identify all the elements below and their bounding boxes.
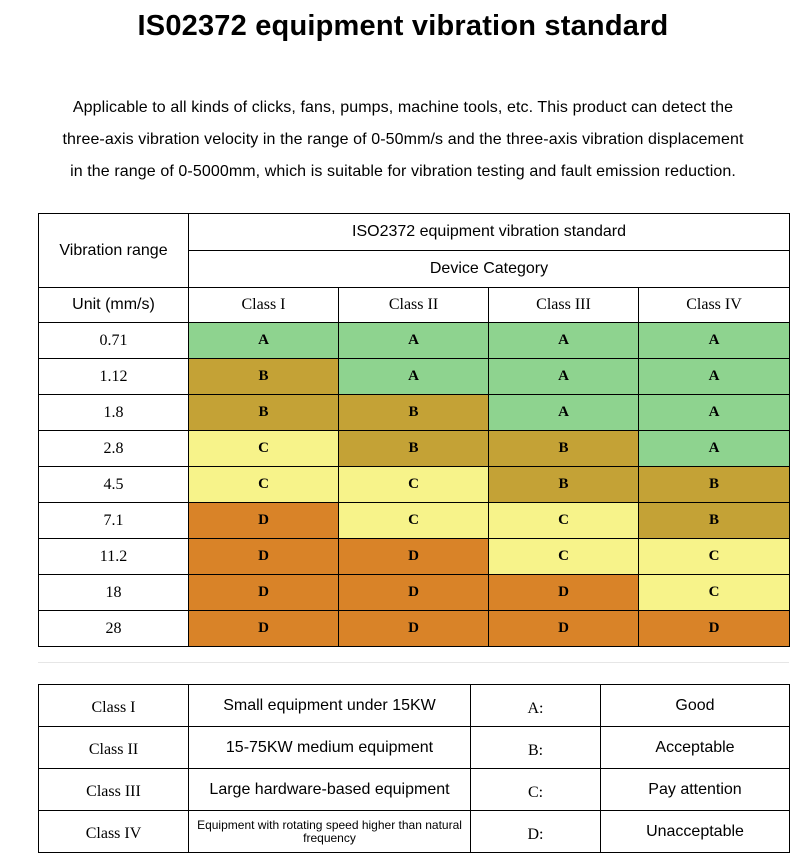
grade-cell: A <box>639 395 790 431</box>
legend-description: Equipment with rotating speed higher than natural frequency <box>189 811 471 853</box>
grade-cell: C <box>639 539 790 575</box>
vibration-value: 1.12 <box>39 359 189 395</box>
grade-cell: C <box>489 539 639 575</box>
legend-grade: B: <box>471 727 601 769</box>
grade-cell: D <box>639 611 790 647</box>
legend-grade: A: <box>471 685 601 727</box>
grade-cell: C <box>189 467 339 503</box>
legend-meaning: Acceptable <box>601 727 790 769</box>
grade-cell: D <box>339 611 489 647</box>
grade-cell: A <box>489 359 639 395</box>
vibration-value: 11.2 <box>39 539 189 575</box>
grade-cell: D <box>339 575 489 611</box>
grade-cell: C <box>489 503 639 539</box>
standard-header: ISO2372 equipment vibration standard <box>189 214 790 251</box>
vibration-standard-table <box>38 213 790 647</box>
description-line: in the range of 0-5000mm, which is suitable for vibration testing and fault emission reduction. <box>70 163 736 180</box>
grade-cell: D <box>189 503 339 539</box>
grade-row <box>39 431 790 467</box>
grade-row <box>39 575 790 611</box>
description <box>0 92 806 188</box>
legend-meaning: Pay attention <box>601 769 790 811</box>
grade-cell: A <box>639 359 790 395</box>
legend-description: Large hardware-based equipment <box>189 769 471 811</box>
grade-row <box>39 323 790 359</box>
device-category-header: Device Category <box>189 251 790 288</box>
description-line: three-axis vibration velocity in the range of 0-50mm/s and the three-axis vibration displacement <box>62 131 744 148</box>
vibration-value: 2.8 <box>39 431 189 467</box>
class-header: Class II <box>339 288 489 323</box>
grade-cell: C <box>639 575 790 611</box>
grade-cell: C <box>339 503 489 539</box>
grade-cell: B <box>489 431 639 467</box>
grade-row <box>39 611 790 647</box>
grade-rows <box>39 323 790 647</box>
grade-cell: C <box>339 467 489 503</box>
grade-row <box>39 395 790 431</box>
legend-description: Small equipment under 15KW <box>189 685 471 727</box>
grade-cell: B <box>639 503 790 539</box>
grade-cell: A <box>489 395 639 431</box>
legend-meaning: Good <box>601 685 790 727</box>
page-title: IS02372 equipment vibration standard <box>137 10 669 42</box>
grade-cell: A <box>339 359 489 395</box>
grade-row <box>39 359 790 395</box>
grade-cell: C <box>189 431 339 467</box>
legend-class: Class IV <box>39 811 189 853</box>
vibration-value: 0.71 <box>39 323 189 359</box>
grade-cell: B <box>339 395 489 431</box>
legend-meaning: Unacceptable <box>601 811 790 853</box>
grade-cell: D <box>489 575 639 611</box>
grade-row <box>39 467 790 503</box>
legend-class: Class III <box>39 769 189 811</box>
vibration-value: 28 <box>39 611 189 647</box>
grade-cell: B <box>339 431 489 467</box>
grade-cell: B <box>189 359 339 395</box>
vibration-value: 4.5 <box>39 467 189 503</box>
legend-grade: C: <box>471 769 601 811</box>
class-header: Class III <box>489 288 639 323</box>
grade-cell: B <box>489 467 639 503</box>
grade-cell: B <box>639 467 790 503</box>
grade-cell: D <box>189 575 339 611</box>
grade-cell: A <box>639 323 790 359</box>
grade-cell: A <box>189 323 339 359</box>
grade-cell: D <box>489 611 639 647</box>
unit-header: Unit (mm/s) <box>39 288 189 323</box>
grade-row <box>39 503 790 539</box>
legend-class: Class I <box>39 685 189 727</box>
grade-cell: A <box>489 323 639 359</box>
divider <box>38 662 789 663</box>
grade-row <box>39 539 790 575</box>
vibration-value: 1.8 <box>39 395 189 431</box>
legend-class: Class II <box>39 727 189 769</box>
grade-cell: A <box>339 323 489 359</box>
class-header: Class IV <box>639 288 790 323</box>
grade-cell: D <box>339 539 489 575</box>
grade-cell: A <box>639 431 790 467</box>
legend-description: 15-75KW medium equipment <box>189 727 471 769</box>
legend-table <box>38 684 790 853</box>
class-header: Class I <box>189 288 339 323</box>
vibration-value: 18 <box>39 575 189 611</box>
description-line: Applicable to all kinds of clicks, fans, pumps, machine tools, etc. This product can detect the <box>72 99 734 116</box>
vibration-value: 7.1 <box>39 503 189 539</box>
grade-cell: B <box>189 395 339 431</box>
legend-grade: D: <box>471 811 601 853</box>
grade-cell: D <box>189 539 339 575</box>
vibration-range-header: Vibration range <box>39 214 189 288</box>
grade-cell: D <box>189 611 339 647</box>
